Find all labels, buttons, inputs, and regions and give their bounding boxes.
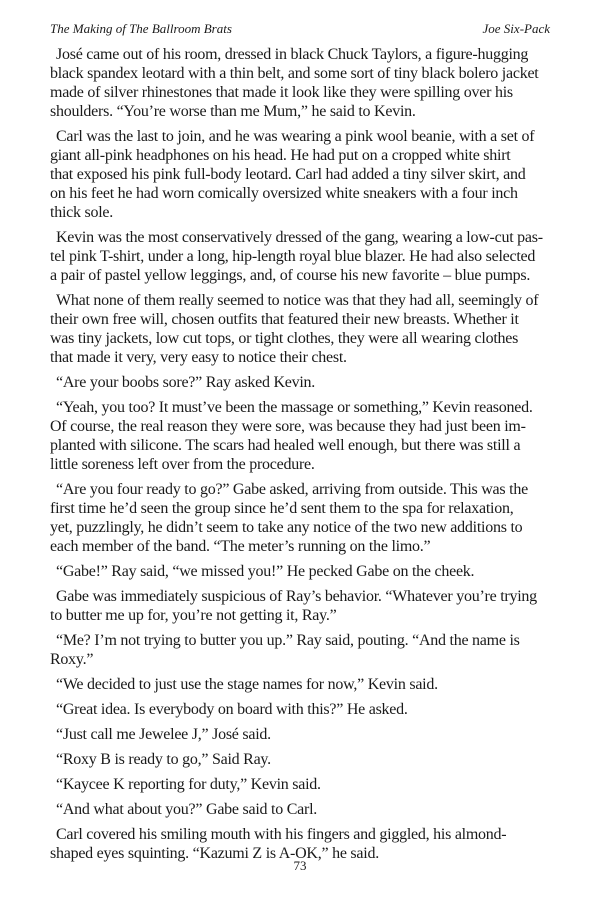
- text-line: “Just call me Jewelee J,” José said.: [56, 726, 271, 743]
- book-title: The Making of The Ballroom Brats: [50, 21, 232, 36]
- text-line: on his feet he had worn comically oversized white sneakers with a four inch: [50, 185, 518, 202]
- paragraph: [50, 725, 552, 744]
- text-line: “Yeah, you too? It must’ve been the massage or something,” Kevin reasoned.: [56, 399, 533, 416]
- text-line: “Are your boobs sore?” Ray asked Kevin.: [56, 374, 316, 391]
- text-line: José came out of his room, dressed in black Chuck Taylors, a figure-hugging: [56, 46, 529, 63]
- text-line: little soreness left over from the procedure.: [50, 456, 315, 473]
- paragraph: [50, 127, 552, 222]
- paragraph: [50, 775, 552, 794]
- paragraph: [50, 373, 552, 392]
- text-line: black spandex leotard with a thin belt, and some sort of tiny black bolero jacket: [50, 65, 539, 82]
- author-name: Joe Six-Pack: [482, 21, 550, 36]
- paragraph: [50, 291, 552, 367]
- text-line: giant all-pink headphones on his head. He had put on a cropped white shirt: [50, 147, 511, 164]
- paragraph: [50, 750, 552, 769]
- paragraph: [50, 800, 552, 819]
- page-number: 73: [293, 858, 307, 873]
- text-line: tel pink T-shirt, under a long, hip-length royal blue blazer. He had also selected: [50, 248, 536, 265]
- text-line: each member of the band. “The meter’s running on the limo.”: [50, 538, 431, 555]
- text-line: Roxy.”: [50, 651, 94, 668]
- paragraph: [50, 562, 552, 581]
- text-line: Kevin was the most conservatively dressed of the gang, wearing a low-cut pas-: [56, 229, 543, 246]
- paragraph: [50, 587, 552, 625]
- text-line: Of course, the real reason they were sore, was because they had just been im-: [50, 418, 526, 435]
- text-line: “Are you four ready to go?” Gabe asked, arriving from outside. This was the: [56, 481, 528, 498]
- text-line: was tiny jackets, low cut tops, or tight clothes, they were all wearing clothes: [50, 330, 519, 347]
- paragraph: [50, 228, 552, 285]
- text-line: their own free will, chosen outfits that featured their new breasts. Whether it: [50, 311, 519, 328]
- text-line: planted with silicone. The scars had healed well enough, but there was still a: [50, 437, 521, 454]
- paragraph: [50, 700, 552, 719]
- body-text: [50, 45, 552, 869]
- text-line: “Kaycee K reporting for duty,” Kevin said.: [56, 776, 321, 793]
- text-line: Carl was the last to join, and he was wearing a pink wool beanie, with a set of: [56, 128, 535, 145]
- text-line: that made it very, very easy to notice their chest.: [50, 349, 347, 366]
- paragraph: [50, 631, 552, 669]
- running-header: [50, 21, 550, 39]
- paragraph: [50, 45, 552, 121]
- text-line: “Roxy B is ready to go,” Said Ray.: [56, 751, 271, 768]
- text-line: “Gabe!” Ray said, “we missed you!” He pecked Gabe on the cheek.: [56, 563, 475, 580]
- text-line: “Great idea. Is everybody on board with this?” He asked.: [56, 701, 408, 718]
- text-line: “We decided to just use the stage names for now,” Kevin said.: [56, 676, 438, 693]
- text-line: What none of them really seemed to notice was that they had all, seemingly of: [56, 292, 539, 309]
- text-line: to butter me up for, you’re not getting it, Ray.”: [50, 607, 337, 624]
- text-line: “Me? I’m not trying to butter you up.” Ray said, pouting. “And the name is: [56, 632, 520, 649]
- text-line: made of silver rhinestones that made it look like they were spilling over his: [50, 84, 513, 101]
- text-line: a pair of pastel yellow leggings, and, of course his new favorite – blue pumps.: [50, 267, 531, 284]
- text-line: shoulders. “You’re worse than me Mum,” he said to Kevin.: [50, 103, 416, 120]
- text-line: “And what about you?” Gabe said to Carl.: [56, 801, 318, 818]
- text-line: that exposed his pink full-body leotard. Carl had added a tiny silver skirt, and: [50, 166, 526, 183]
- paragraph: [50, 675, 552, 694]
- paragraph: [50, 480, 552, 556]
- text-line: Carl covered his smiling mouth with his fingers and giggled, his almond-: [56, 826, 507, 843]
- text-line: first time he’d seen the group since he’d sent them to the spa for relaxation,: [50, 500, 514, 517]
- text-line: Gabe was immediately suspicious of Ray’s behavior. “Whatever you’re trying: [56, 588, 537, 605]
- paragraph: [50, 398, 552, 474]
- text-line: shaped eyes squinting. “Kazumi Z is A-OK,” he said.: [50, 845, 379, 862]
- text-line: thick sole.: [50, 204, 114, 221]
- text-line: yet, puzzlingly, he didn’t seem to take any notice of the two new additions to: [50, 519, 523, 536]
